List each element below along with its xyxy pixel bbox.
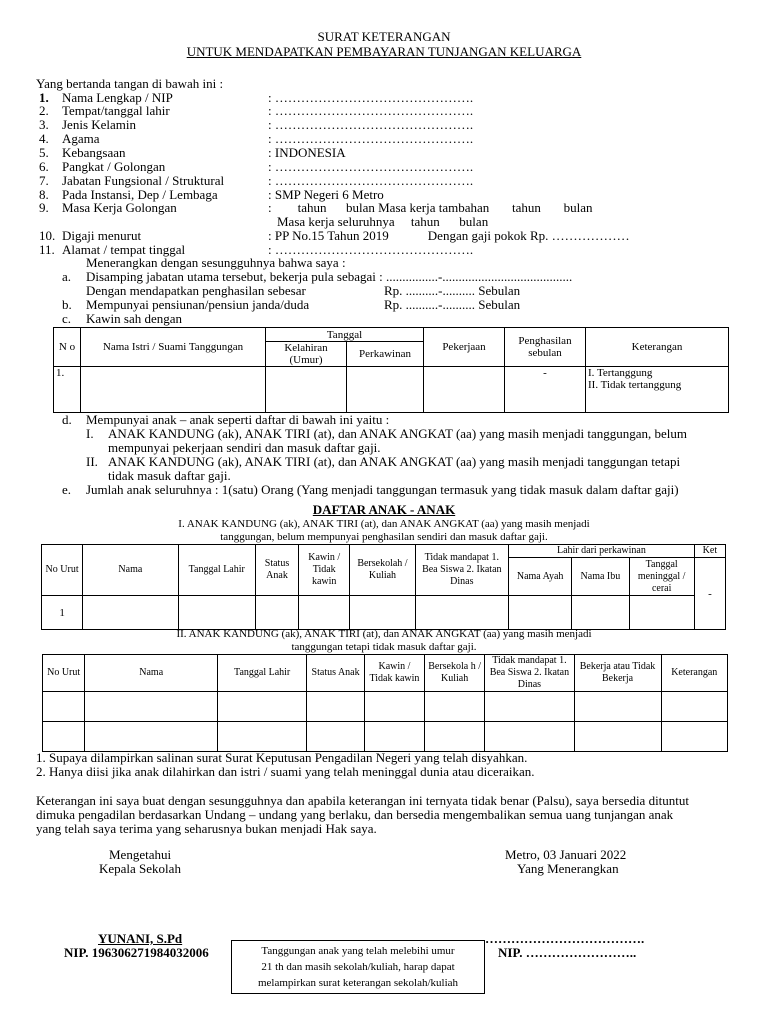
field-value: : SMP Negeri 6 Metro	[268, 187, 384, 202]
spouse-row-penghasilan: -	[505, 367, 586, 413]
spouse-row-kelahiran	[266, 367, 347, 413]
sign-right-title: Yang Menerangkan	[517, 861, 619, 876]
item-letter-c: c.	[62, 311, 72, 326]
closing-line-3: yang telah saya terima yang seharusnya bukan menjadi Hak saya.	[36, 821, 377, 836]
spouse-col-keterangan: Keterangan	[586, 328, 729, 367]
keterangan-option-1: I. Tertanggung	[588, 367, 653, 379]
attachment-note-box	[231, 940, 485, 994]
spouse-col-no: N o	[54, 328, 81, 367]
document-subtitle	[0, 45, 768, 59]
field-value: : ……………………………………….	[268, 173, 474, 188]
intro-text: Yang bertanda tangan di bawah ini :	[36, 76, 224, 91]
subtitle-text: UNTUK MENDAPATKAN PEMBAYARAN TUNJANGAN KELUARGA	[186, 44, 582, 59]
t1-col-sekolah: Bersekolah / Kuliah	[350, 545, 415, 596]
children-table-2	[42, 654, 728, 752]
field-label: Kebangsaan	[62, 145, 126, 160]
item-letter-d: d.	[62, 412, 72, 427]
field-number: 5.	[39, 145, 49, 160]
note-2: 2. Hanya diisi jika anak dilahirkan dan istri / suami yang telah meninggal dunia atau diceraikan.	[36, 764, 535, 779]
note-box-line-2: 21 th dan masih sekolah/kuliah, harap dapat	[261, 961, 455, 973]
field-label: Tempat/tanggal lahir	[62, 103, 170, 118]
spouse-row-name	[81, 367, 266, 413]
field-label: Agama	[62, 131, 100, 146]
principal-nip: NIP. 196306271984032006	[64, 945, 209, 960]
spouse-row-no: 1.	[54, 367, 81, 413]
item-i-line1: ANAK KANDUNG (ak), ANAK TIRI (at), dan ANAK ANGKAT (aa) yang masih menjadi tanggungan, belum	[108, 426, 687, 441]
item-i-line2: mempunyai pekerjaan sendiri dan masuk daftar gaji.	[108, 440, 381, 455]
field-number: 2.	[39, 103, 49, 118]
t1-col-no: No Urut	[42, 545, 83, 596]
children-table-1	[41, 544, 726, 630]
field-value: Masa kerja seluruhnya tahun bulan	[277, 214, 489, 229]
sign-left-label: Mengetahui	[109, 847, 172, 862]
field-value: : ……………………………………….	[268, 90, 474, 105]
sec2-line1: II. ANAK KANDUNG (ak), ANAK TIRI (at), dan ANAK ANGKAT (aa) yang masih menjadi	[176, 628, 592, 640]
t1-col-nama: Nama	[83, 545, 178, 596]
item-ii-num: II.	[86, 454, 98, 469]
t1-col-meninggal: Tanggal meninggal / cerai	[629, 558, 694, 596]
note-box-line-3: melampirkan surat keterangan sekolah/kuliah	[257, 977, 459, 989]
spouse-row-pekerjaan	[424, 367, 505, 413]
field-number: 9.	[39, 200, 49, 215]
spouse-col-tanggal: Tanggal	[266, 328, 424, 342]
declaration-intro: Menerangkan dengan sesungguhnya bahwa saya :	[86, 255, 346, 270]
daftar-title-text: DAFTAR ANAK - ANAK	[312, 502, 456, 517]
table-row	[43, 692, 728, 722]
t1-col-kawin: Kawin / Tidak kawin	[299, 545, 350, 596]
declarant-nip: NIP. ……………………..	[498, 945, 637, 960]
item-c-text: Kawin sah dengan	[86, 311, 183, 326]
field-number: 1.	[39, 90, 49, 105]
keterangan-option-2: II. Tidak tertanggung	[588, 379, 682, 391]
spouse-col-penghasilan: Penghasilan sebulan	[505, 328, 586, 367]
item-a-text: Disamping jabatan utama tersebut, bekerja pula sebagai : ................-........................................	[86, 269, 573, 284]
field-number: 8.	[39, 187, 49, 202]
t2-col-tanggal: Tanggal Lahir	[218, 655, 307, 692]
t2-col-nama: Nama	[85, 655, 218, 692]
t1-col-tanggal: Tanggal Lahir	[178, 545, 255, 596]
item-a-income-amount: Rp. ..........-.......... Sebulan	[384, 283, 521, 298]
field-number: 10.	[39, 228, 56, 243]
field-value: : ……………………………………….	[268, 242, 474, 257]
note-box-line-1: Tanggungan anak yang telah melebihi umur	[261, 945, 455, 957]
spouse-row-perkawinan	[347, 367, 424, 413]
item-a-income-label: Dengan mendapatkan penghasilan sebesar	[86, 283, 306, 298]
t1-col-status: Status Anak	[255, 545, 298, 596]
t1-row-ket: -	[694, 558, 725, 630]
field-label: Pada Instansi, Dep / Lembaga	[62, 187, 218, 202]
declarant-name: ……………………………….	[485, 931, 645, 946]
field-value: : tahun bulan Masa kerja tambahan tahun bulan	[268, 200, 593, 215]
t2-col-mandapat: Tidak mandapat 1. Bea Siswa 2. Ikatan Dinas	[485, 655, 574, 692]
field-number: 11.	[39, 242, 55, 257]
field-label: Pangkat / Golongan	[62, 159, 166, 174]
field-label: Jenis Kelamin	[62, 117, 137, 132]
field-label: Masa Kerja Golongan	[62, 200, 177, 215]
table-row	[42, 596, 726, 630]
sign-date: Metro, 03 Januari 2022	[505, 847, 627, 862]
field-value: : PP No.15 Tahun 2019 Dengan gaji pokok Rp. ………………	[268, 228, 630, 243]
item-letter-b: b.	[62, 297, 72, 312]
item-b-amount: Rp. ..........-.......... Sebulan	[384, 297, 521, 312]
item-ii-line1: ANAK KANDUNG (ak), ANAK TIRI (at), dan ANAK ANGKAT (aa) yang masih menjadi tanggungan tetapi	[108, 454, 681, 469]
note-1: 1. Supaya dilampirkan salinan surat Surat Keputusan Pengadilan Negeri yang telah disyahkan.	[36, 750, 528, 765]
field-number: 7.	[39, 173, 49, 188]
item-d-text: Mempunyai anak – anak seperti daftar di bawah ini yaitu :	[86, 412, 390, 427]
field-label: Alamat / tempat tinggal	[62, 242, 186, 257]
closing-line-1: Keterangan ini saya buat dengan sesungguhnya dan apabila keterangan ini ternyata tidak benar (Palsu), saya bersedia dituntut	[36, 793, 690, 808]
item-letter-a: a.	[62, 269, 72, 284]
spouse-col-name: Nama Istri / Suami Tanggungan	[81, 328, 266, 367]
item-e-text: Jumlah anak seluruhnya : 1(satu) Orang (Yang menjadi tanggungan termasuk yang tidak masuk dalam daftar gaji)	[86, 482, 679, 497]
t2-col-status: Status Anak	[307, 655, 365, 692]
spouse-table	[53, 327, 729, 413]
field-value: : INDONESIA	[268, 145, 346, 160]
field-number: 3.	[39, 117, 49, 132]
t2-col-bekerja: Bekerja atau Tidak Bekerja	[574, 655, 661, 692]
spouse-col-kelahiran: Kelahiran (Umur)	[266, 342, 347, 367]
closing-line-2: dimuka pengadilan berdasarkan Undang – undang yang berlaku, dan bersedia mengembalikan semua uang tunjangan anak	[36, 807, 674, 822]
field-label: Digaji menurut	[62, 228, 142, 243]
daftar-title	[0, 503, 768, 517]
field-number: 4.	[39, 131, 49, 146]
field-value: : ……………………………………….	[268, 117, 474, 132]
t2-col-sekolah: Bersekola h / Kuliah	[424, 655, 484, 692]
item-ii-line2: tidak masuk daftar gaji.	[108, 468, 231, 483]
item-b-text: Mempunyai pensiunan/pensiun janda/duda	[86, 297, 310, 312]
field-label: Jabatan Fungsional / Struktural	[62, 173, 225, 188]
t2-col-kawin: Kawin / Tidak kawin	[365, 655, 425, 692]
sec1-line1: I. ANAK KANDUNG (ak), ANAK TIRI (at), dan ANAK ANGKAT (aa) yang masih menjadi	[178, 518, 590, 530]
field-value: : ……………………………………….	[268, 131, 474, 146]
spouse-col-perkawinan: Perkawinan	[347, 342, 424, 367]
spouse-row-keterangan	[586, 367, 729, 413]
t1-col-mandapat: Tidak mandapat 1. Bea Siswa 2. Ikatan Dinas	[415, 545, 508, 596]
spouse-col-pekerjaan: Pekerjaan	[424, 328, 505, 367]
t1-col-ayah: Nama Ayah	[509, 558, 572, 596]
document-title: SURAT KETERANGAN	[317, 29, 451, 44]
item-i-num: I.	[86, 426, 94, 441]
t1-col-lahir: Lahir dari perkawinan	[509, 545, 695, 558]
principal-name: YUNANI, S.Pd	[98, 931, 183, 946]
sec1-line2: tanggungan, belum mempunyai penghasilan sendiri dan masuk daftar gaji.	[220, 531, 548, 543]
sec2-line2: tanggungan tetapi tidak masuk daftar gaji.	[291, 641, 477, 653]
t1-col-ibu: Nama Ibu	[572, 558, 629, 596]
field-label: Nama Lengkap / NIP	[62, 90, 173, 105]
t2-col-keterangan: Keterangan	[661, 655, 727, 692]
t2-col-no: No Urut	[43, 655, 85, 692]
table-row	[54, 367, 729, 413]
field-value: : ……………………………………….	[268, 103, 474, 118]
t1-row-no: 1	[42, 596, 83, 630]
field-number: 6.	[39, 159, 49, 174]
table-row	[43, 722, 728, 752]
sign-left-title: Kepala Sekolah	[99, 861, 181, 876]
field-value: : ……………………………………….	[268, 159, 474, 174]
item-letter-e: e.	[62, 482, 72, 497]
t1-col-ket: Ket	[694, 545, 725, 558]
